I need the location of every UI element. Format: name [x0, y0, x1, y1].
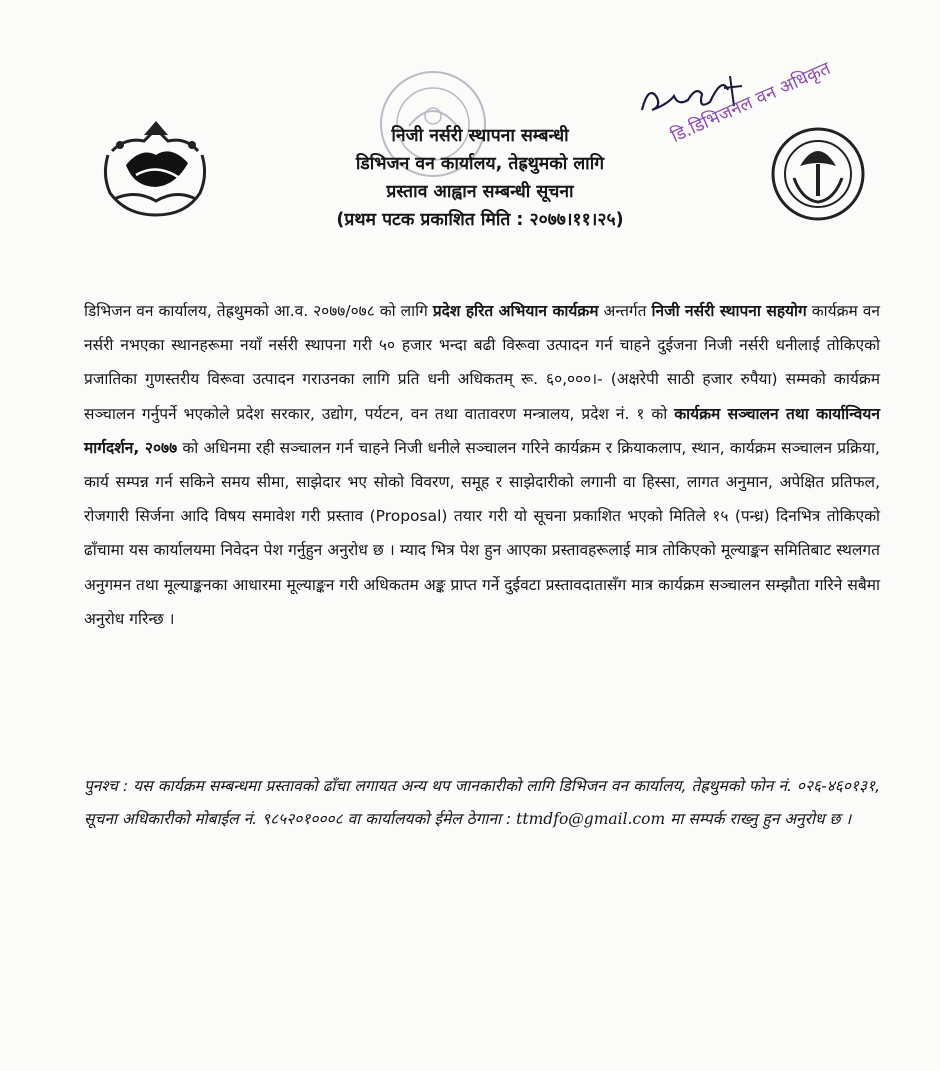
body-text-d: कार्यक्रम वन नर्सरी नभएका स्थानहरूमा नयाँ नर्सरी स्थापना गरी ५० हजार भन्दा बढी विरूवा उत्पादन गर्न चाहने दुईजना निजी नर्सरी धनीलाई तोकिएको प्रजातिका गुणस्तरीय विरूवा उत्पादन गराउनका लागि प्रति धनी अधिकतम् रू. ६०,०००।- (अक्षरेपी साठी हजार रुपैया) सम्मको कार्यक्रम सञ्चालन गर्नुपर्ने भएकोले प्रदेश सरकार, उद्योग, पर्यटन, वन तथा वातावरण मन्त्रालय, प्रदेश नं. १ को: [84, 302, 881, 423]
postscript-text-b: मा सम्पर्क राख्नु हुन अनुरोध छ ।: [665, 810, 852, 828]
postscript: [84, 770, 880, 836]
body-text-a: डिभिजन वन कार्यालय, तेह्रथुमको आ.व. २०७७/०७८ को लागि: [84, 302, 433, 320]
body-text-c: अन्तर्गत: [598, 302, 652, 320]
body-bold-program: प्रदेश हरित अभियान कार्यक्रम: [432, 302, 599, 320]
notice-heading: [300, 122, 660, 234]
body-bold-nursery: निजी नर्सरी स्थापना सहयोग: [651, 302, 807, 320]
postscript-text-a: पुनश्च : यस कार्यक्रम सम्बन्धमा प्रस्तावको ढाँचा लगायत अन्य थप जानकारीको लागि डिभिजन वन कार्यालय, तेह्रथुमको फोन नं. ०२६-४६०१३१, सूचना अधिकारीको मोबाईल नं. ९८५२०१०००८ वा कार्यालयको ईमेल ठेगाना :: [84, 777, 880, 828]
heading-line-2: डिभिजन वन कार्यालय, तेह्रथुमको लागि: [355, 154, 605, 174]
notice-body: [84, 294, 880, 636]
nepal-government-emblem-icon: [96, 115, 214, 221]
office-email-link[interactable]: ttmdfo@gmail.com: [516, 810, 666, 828]
officer-stamp-text: डि.डिभिजनल वन अधिकृत: [667, 57, 834, 148]
body-text-e: को अधिनमा रही सञ्चालन गर्न चाहने निजी धनीले सञ्चालन गरिने कार्यक्रम र क्रियाकलाप, स्थान, कार्यक्रम सञ्चालन प्रक्रिया, कार्य सम्पन्न गर्न सकिने समय सीमा, साझेदार भए सोको विवरण, समूह र साझेदारीको लगानी वा हिस्सा, लागत अनुमान, अपेक्षित प्रतिफल, रोजगारी सिर्जना आदि विषय समावेश गरी प्रस्ताव (Proposal) तयार गरी यो सूचना प्रकाशित भएको मितिले १५ (पन्ध्र) दिनभित्र तोकिएको ढाँचामा यस कार्यालयमा निवेदन पेश गर्नुहुन अनुरोध छ । म्याद भित्र पेश हुन आएका प्रस्तावहरूलाई मात्र तोकिएको मूल्याङ्कन समितिबाट स्थलगत अनुगमन तथा मूल्याङ्कनका आधारमा मूल्याङ्कन गरी अधिकतम अङ्क प्राप्त गर्ने दुईवटा प्रस्तावदातासँग मात्र कार्यक्रम सञ्चालन सम्झौता गरिने सबैमा अनुरोध गरिन्छ ।: [84, 438, 880, 628]
forest-office-emblem-icon: [770, 126, 866, 222]
heading-line-1: निजी नर्सरी स्थापना सम्बन्धी: [391, 126, 569, 146]
body-bold-guideline: कार्यक्रम सञ्चालन तथा कार्यान्वियन मार्गदर्शन, २०७७: [84, 404, 880, 457]
heading-line-3: प्रस्ताव आह्वान सम्बन्धी सूचना: [386, 182, 574, 202]
heading-line-4: (प्रथम पटक प्रकाशित मिति : २०७७।११।२५): [336, 210, 624, 230]
